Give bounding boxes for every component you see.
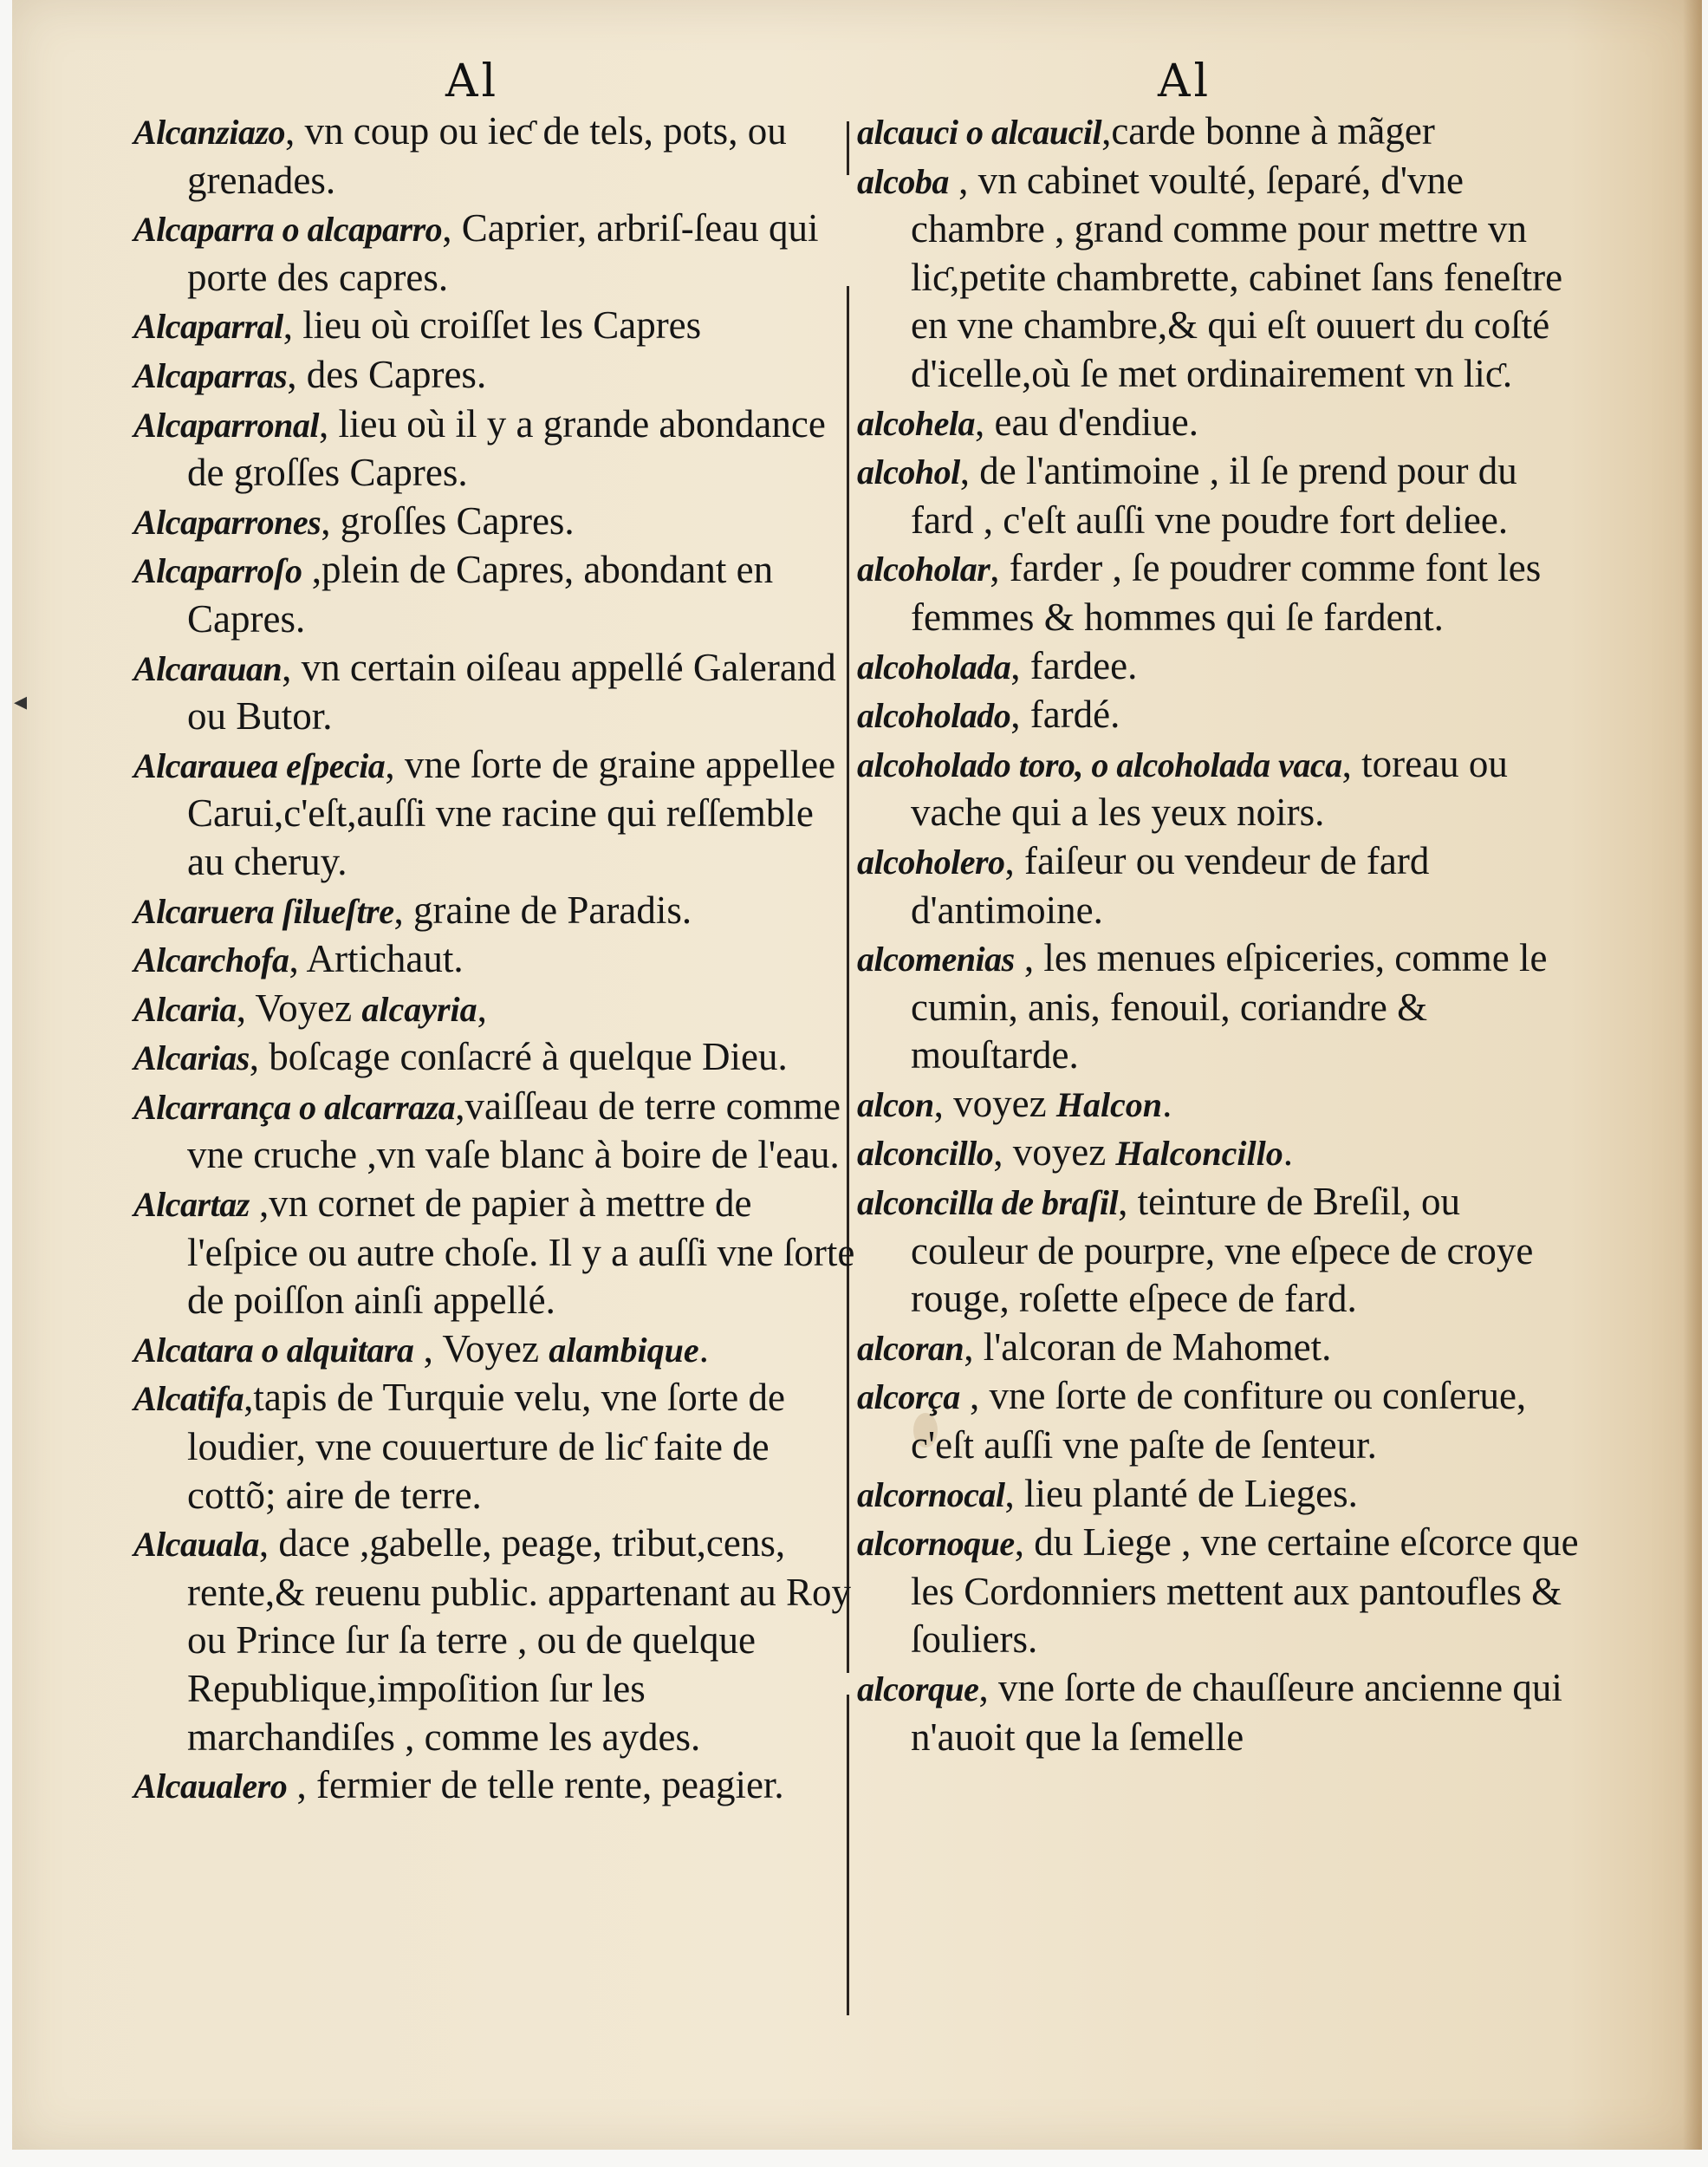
- dictionary-entry: [133, 205, 860, 302]
- entry-headword: Alcaruera ſilueſtre: [133, 891, 394, 931]
- entry-definition: , Voyez: [236, 986, 362, 1030]
- entry-definition: , faiſeur ou vendeur de fard d'antimoine.: [911, 838, 1430, 932]
- entry-headword: alcorque: [857, 1669, 979, 1708]
- entry-definition: , vne ſorte de confiture ou conſerue, c'eſt auſſi vne paſte de ſenteur.: [911, 1374, 1527, 1467]
- entry-definition: , vn cabinet voulté, ſeparé, d'vne chambre , grand comme pour mettre vn liƈ,petite chambrette, cabinet ſans feneſtre en vne chambre,& qui eſt ouuert du coſté d'icelle,où ſe met ordinairement vn liƈ.: [911, 158, 1563, 395]
- entry-headword: Alcaualero: [133, 1767, 288, 1806]
- entry-definition: , eau d'endiue.: [974, 400, 1198, 444]
- entry-headword: alcon: [857, 1084, 934, 1124]
- entry-headword: alcornocal: [857, 1474, 1005, 1514]
- entry-headword: alcoholado toro, o alcoholada vaca: [857, 745, 1342, 784]
- dictionary-entry: [857, 1519, 1585, 1664]
- entry-cross-reference: alambique: [549, 1330, 699, 1370]
- entry-headword: Alcatara o alquitara: [133, 1330, 414, 1370]
- dictionary-entry: [133, 546, 860, 643]
- entry-definition: , lieu où il y a grande abondance de groſſes Capres.: [187, 401, 826, 495]
- dictionary-entry: [133, 741, 860, 887]
- entry-definition: , vn certain oiſeau appellé Galerand ou Butor.: [187, 645, 836, 739]
- entry-headword: alcoholada: [857, 647, 1011, 687]
- entry-headword: alcoholero: [857, 842, 1005, 882]
- margin-arrow-mark: ◂: [14, 687, 28, 717]
- dictionary-entry: [857, 544, 1585, 641]
- entry-definition: ,plein de Capres, abondant en Capres.: [187, 548, 774, 641]
- entry-headword: Alcarrança o alcarraza: [133, 1087, 456, 1127]
- entry-definition: , fardee.: [1010, 643, 1138, 687]
- entry-punctuation: .: [698, 1326, 709, 1370]
- entry-headword: alcornoque: [857, 1524, 1015, 1564]
- entry-definition: , lieu planté de Lieges.: [1004, 1471, 1358, 1515]
- entry-headword: alconcilla de braſil: [857, 1183, 1119, 1223]
- dictionary-entry: [133, 985, 860, 1034]
- entry-headword: alcoholado: [857, 696, 1011, 736]
- entry-definition: , farder , ſe poudrer comme font les femmes & hommes qui ſe fardent.: [911, 546, 1542, 639]
- entry-definition: ,carde bonne à mãger: [1101, 109, 1435, 153]
- entry-headword: Alcarias: [133, 1038, 250, 1078]
- entry-definition: , boſcage conſacré à quelque Dieu.: [249, 1035, 788, 1079]
- entry-headword: Alcaparral: [133, 307, 283, 347]
- dictionary-entry: [857, 1470, 1585, 1520]
- entry-definition: , groſſes Capres.: [321, 498, 575, 543]
- dictionary-entry: [133, 1180, 860, 1325]
- dictionary-entry: [857, 1129, 1585, 1178]
- entry-definition: , lieu où croiſſet les Capres: [283, 303, 702, 348]
- entry-definition: , des Capres.: [287, 352, 487, 396]
- entry-headword: Alcaparrones: [133, 502, 321, 542]
- entry-definition: , voyez: [993, 1130, 1116, 1175]
- entry-cross-reference: Halcon: [1055, 1084, 1163, 1124]
- page-edge-shadow: [1683, 0, 1702, 2150]
- entry-headword: Alcatifa: [133, 1379, 244, 1419]
- book-page: [12, 0, 1702, 2150]
- entry-definition: , vn coup ou ieƈ de tels, pots, ou grenades.: [187, 109, 787, 202]
- dictionary-entry: [857, 642, 1585, 692]
- right-column: [857, 107, 1585, 1761]
- running-head-right: Al: [1158, 55, 1212, 107]
- entry-headword: Alcanziazo: [133, 113, 286, 152]
- entry-headword: Alcarauea eſpecia: [133, 745, 386, 785]
- entry-headword: alcoba: [857, 161, 949, 201]
- dictionary-entry: [133, 887, 860, 936]
- entry-definition: , du Liege , vne certaine eſcorce que les Cordonniers mettent aux pantoufles & ſouliers.: [911, 1520, 1579, 1662]
- entry-definition: , de l'antimoine , il ſe prend pour du fard , c'eſt auſſi vne poudre fort deliee.: [911, 449, 1517, 542]
- entry-definition: , fardé.: [1010, 693, 1120, 737]
- dictionary-entry: [857, 1178, 1585, 1324]
- entry-cross-reference: Halconcillo: [1115, 1134, 1283, 1174]
- dictionary-entry: [857, 691, 1585, 740]
- entry-definition: , vne ſorte de graine appellee Carui,c'eſt,auſſi vne racine qui reſſemble au cheruy.: [187, 742, 836, 883]
- dictionary-entry: [857, 934, 1585, 1080]
- entry-definition: ,vaiſſeau de terre comme vne cruche ,vn vaſe blanc à boire de l'eau.: [187, 1084, 841, 1177]
- dictionary-entry: [857, 837, 1585, 934]
- dictionary-entry: [857, 157, 1585, 399]
- dictionary-entry: [133, 644, 860, 741]
- entry-definition: , Caprier, arbriſ‑ſeau qui porte des capres.: [187, 206, 819, 299]
- entry-headword: Alcaparroſo: [133, 551, 302, 591]
- entry-headword: Alcartaz: [133, 1185, 250, 1225]
- entry-definition: , l'alcoran de Mahomet.: [964, 1324, 1332, 1369]
- entry-definition: , fermier de telle rente, peagier.: [287, 1763, 784, 1807]
- entry-definition: ,tapis de Turquie velu, vne ſorte de loudier, vne couuerture de liƈ faite de cottõ; aire de terre.: [187, 1376, 785, 1517]
- entry-definition: , graine de Paradis.: [393, 888, 692, 932]
- entry-punctuation: .: [1283, 1130, 1293, 1175]
- dictionary-entry: [133, 400, 860, 498]
- entry-definition: ,vn cornet de papier à mettre de l'eſpice ou autre choſe. Il y a auſſi vne ſorte de poiſſon ainſi appellé.: [187, 1181, 855, 1323]
- dictionary-entry: [857, 1080, 1585, 1129]
- dictionary-entry: [133, 351, 860, 400]
- dictionary-entry: [133, 1325, 860, 1375]
- dictionary-entry: [133, 107, 860, 205]
- entry-definition: , teinture de Breſil, ou couleur de pourpre, vne eſpece de croye rouge, roſette eſpece de fard.: [911, 1180, 1534, 1321]
- entry-headword: alcorça: [857, 1377, 960, 1417]
- entry-headword: Alcaparras: [133, 355, 288, 395]
- entry-definition: , vne ſorte de chauſſeure ancienne qui n'auoit que la ſemelle: [911, 1666, 1562, 1759]
- left-column: [133, 107, 860, 1811]
- entry-headword: alcohol: [857, 452, 960, 492]
- entry-cross-reference: alcayria: [361, 989, 477, 1029]
- entry-headword: alconcillo: [857, 1134, 994, 1174]
- dictionary-entry: [133, 1520, 860, 1761]
- entry-definition: , dace ,gabelle, peage, tribut,cens, rente,& reuenu public. appartenant au Roy ou Prince ſur ſa terre , ou de quelque Republique,impoſition ſur les marchandiſes , comme les aydes.: [187, 1521, 851, 1759]
- entry-punctuation: ,: [477, 986, 487, 1030]
- dictionary-entry: [133, 498, 860, 547]
- dictionary-entry: [133, 1033, 860, 1083]
- dictionary-entry: [857, 399, 1585, 448]
- dictionary-entry: [133, 1374, 860, 1520]
- dictionary-entry: [857, 1372, 1585, 1469]
- dictionary-entry: [133, 1761, 860, 1811]
- dictionary-entry: [133, 302, 860, 351]
- dictionary-entry: [133, 1083, 860, 1180]
- dictionary-entry: [857, 447, 1585, 544]
- entry-headword: Alcaparronal: [133, 405, 320, 445]
- entry-headword: alcoholar: [857, 550, 990, 589]
- dictionary-entry: [857, 107, 1585, 157]
- dictionary-entry: [857, 740, 1585, 837]
- entry-headword: Alcarauan: [133, 648, 283, 688]
- entry-headword: Alcaparra o alcaparro: [133, 210, 443, 250]
- entry-headword: alcoran: [857, 1328, 964, 1368]
- entry-definition: , Voyez: [413, 1326, 549, 1370]
- dictionary-entry: [857, 1324, 1585, 1373]
- entry-definition: , les menues eſpiceries, comme le cumin, anis, fenouil, coriandre & mouſtarde.: [911, 936, 1548, 1077]
- entry-headword: alcomenias: [857, 940, 1015, 979]
- entry-punctuation: .: [1162, 1081, 1172, 1125]
- entry-definition: , toreau ou vache qui a les yeux noirs.: [911, 741, 1508, 835]
- dictionary-entry: [133, 935, 860, 985]
- running-head-left: Al: [445, 55, 500, 107]
- entry-definition: , voyez: [933, 1081, 1056, 1125]
- entry-headword: alcohela: [857, 403, 975, 443]
- entry-headword: Alcaria: [133, 989, 237, 1029]
- dictionary-entry: [857, 1664, 1585, 1761]
- entry-headword: alcauci o alcaucil: [857, 113, 1102, 152]
- entry-headword: Alcarchofa: [133, 940, 289, 980]
- entry-headword: Alcauala: [133, 1525, 259, 1565]
- entry-definition: , Artichaut.: [289, 937, 464, 981]
